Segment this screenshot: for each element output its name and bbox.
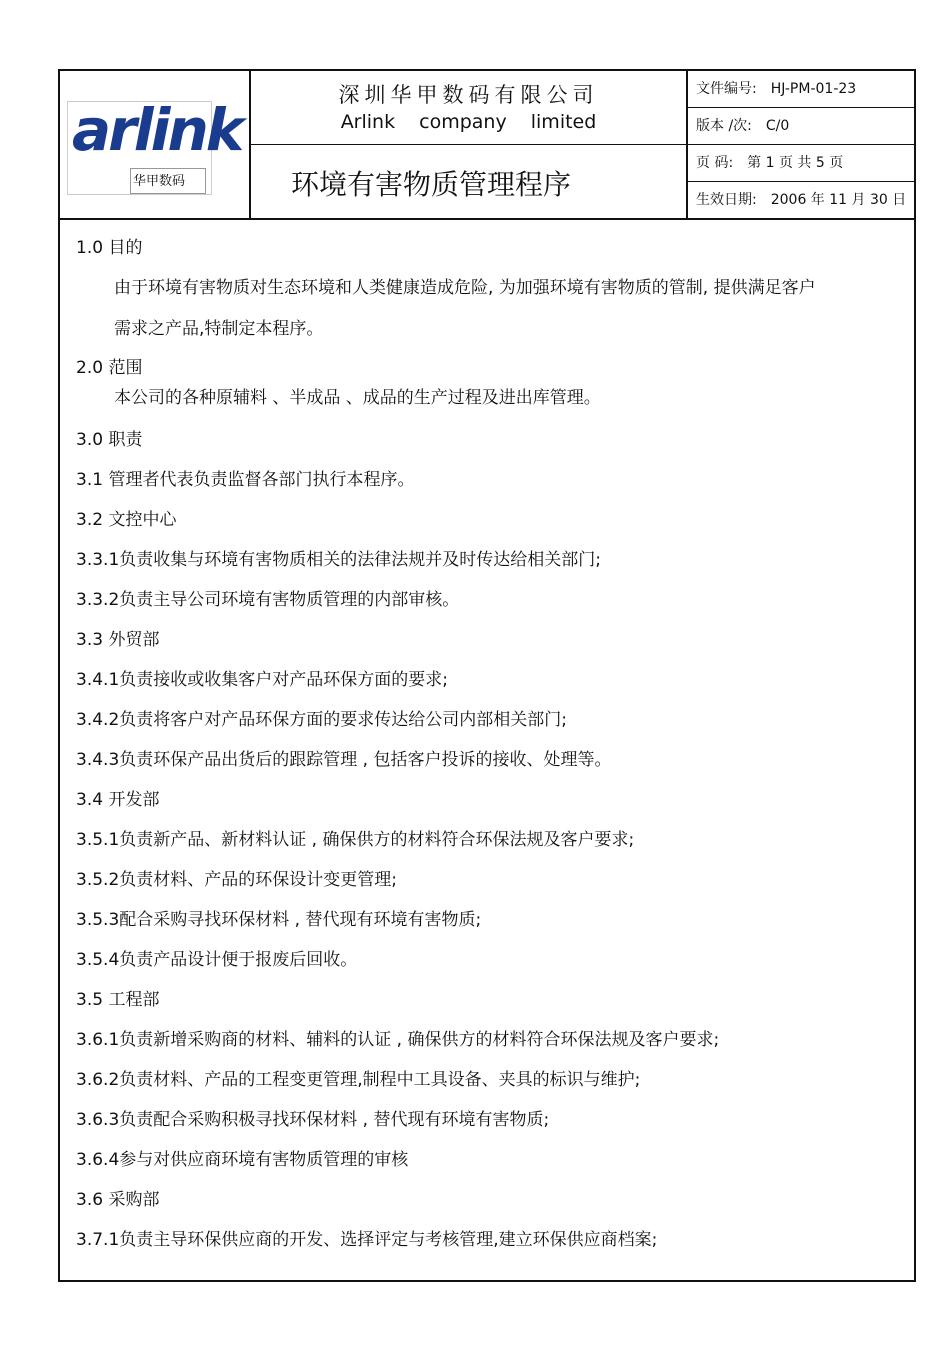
paragraph-line: 由于环境有害物质对生态环境和人类健康造成危险, 为加强环境有害物质的管制, 提供满足客户 bbox=[114, 278, 816, 298]
meta-page bbox=[688, 145, 914, 182]
section-heading: 2.0 范围 bbox=[76, 358, 143, 378]
company-name-en: Arlink company limited bbox=[340, 111, 597, 133]
meta-effective-date bbox=[688, 182, 914, 218]
list-item: 3.3 外贸部 bbox=[76, 630, 160, 650]
meta-value: 第 1 页 共 5 页 bbox=[747, 155, 844, 171]
list-item: 3.6.3负责配合采购积极寻找环保材料 , 替代现有环境有害物质; bbox=[76, 1110, 550, 1130]
meta-label: 页 码: bbox=[696, 155, 734, 171]
list-item: 3.5 工程部 bbox=[76, 990, 160, 1010]
document-header bbox=[60, 71, 914, 220]
logo-wordmark: arlink bbox=[72, 96, 242, 164]
meta-version bbox=[688, 108, 914, 145]
document-title: 环境有害物质管理程序 bbox=[291, 168, 572, 201]
meta-value: C/0 bbox=[765, 118, 790, 134]
list-item: 3.4.1负责接收或收集客户对产品环保方面的要求; bbox=[76, 670, 448, 690]
list-item: 3.1 管理者代表负责监督各部门执行本程序。 bbox=[76, 470, 415, 490]
list-item: 3.5.4负责产品设计便于报废后回收。 bbox=[76, 950, 358, 970]
document-frame bbox=[58, 69, 916, 1282]
list-item: 3.4.2负责将客户对产品环保方面的要求传达给公司内部相关部门; bbox=[76, 710, 567, 730]
meta-label: 文件编号: bbox=[696, 81, 757, 97]
list-item: 3.4.3负责环保产品出货后的跟踪管理 , 包括客户投诉的接收、处理等。 bbox=[76, 750, 612, 770]
meta-value: HJ-PM-01-23 bbox=[770, 81, 857, 97]
meta-doc-number bbox=[688, 71, 914, 108]
logo-subtitle: 华甲数码 bbox=[130, 168, 206, 194]
list-item: 3.6.1负责新增采购商的材料、辅料的认证 , 确保供方的材料符合环保法规及客户要求; bbox=[76, 1030, 720, 1050]
list-item: 3.3.1负责收集与环境有害物质相关的法律法规并及时传达给相关部门; bbox=[76, 550, 601, 570]
list-item: 3.6.4参与对供应商环境有害物质管理的审核 bbox=[76, 1150, 409, 1170]
list-item: 3.2 文控中心 bbox=[76, 510, 177, 530]
list-item: 3.5.3配合采购寻找环保材料 , 替代现有环境有害物质; bbox=[76, 910, 482, 930]
list-item: 3.4 开发部 bbox=[76, 790, 160, 810]
list-item: 3.6.2负责材料、产品的工程变更管理,制程中工具设备、夹具的标识与维护; bbox=[76, 1070, 641, 1090]
section-heading: 3.0 职责 bbox=[76, 430, 143, 450]
company-name-cn: 深圳华甲数码有限公司 bbox=[338, 83, 599, 107]
meta-label: 生效日期: bbox=[696, 192, 757, 208]
section-heading: 1.0 目的 bbox=[76, 238, 143, 258]
title-cell bbox=[251, 145, 688, 218]
list-item: 3.6 采购部 bbox=[76, 1190, 160, 1210]
list-item: 3.5.2负责材料、产品的环保设计变更管理; bbox=[76, 870, 397, 890]
meta-label: 版本 /次: bbox=[696, 118, 752, 134]
company-name-cell bbox=[251, 71, 688, 145]
company-logo bbox=[67, 96, 242, 195]
meta-value: 2006 年 11 月 30 日 bbox=[770, 192, 907, 208]
list-item: 3.3.2负责主导公司环境有害物质管理的内部审核。 bbox=[76, 590, 460, 610]
list-item: 3.7.1负责主导环保供应商的开发、选择评定与考核管理,建立环保供应商档案; bbox=[76, 1230, 658, 1250]
paragraph-line: 需求之产品,特制定本程序。 bbox=[114, 319, 324, 339]
logo-cell bbox=[60, 71, 251, 218]
paragraph-line: 本公司的各种原辅料 、半成品 、成品的生产过程及进出库管理。 bbox=[114, 388, 601, 408]
list-item: 3.5.1负责新产品、新材料认证 , 确保供方的材料符合环保法规及客户要求; bbox=[76, 830, 635, 850]
